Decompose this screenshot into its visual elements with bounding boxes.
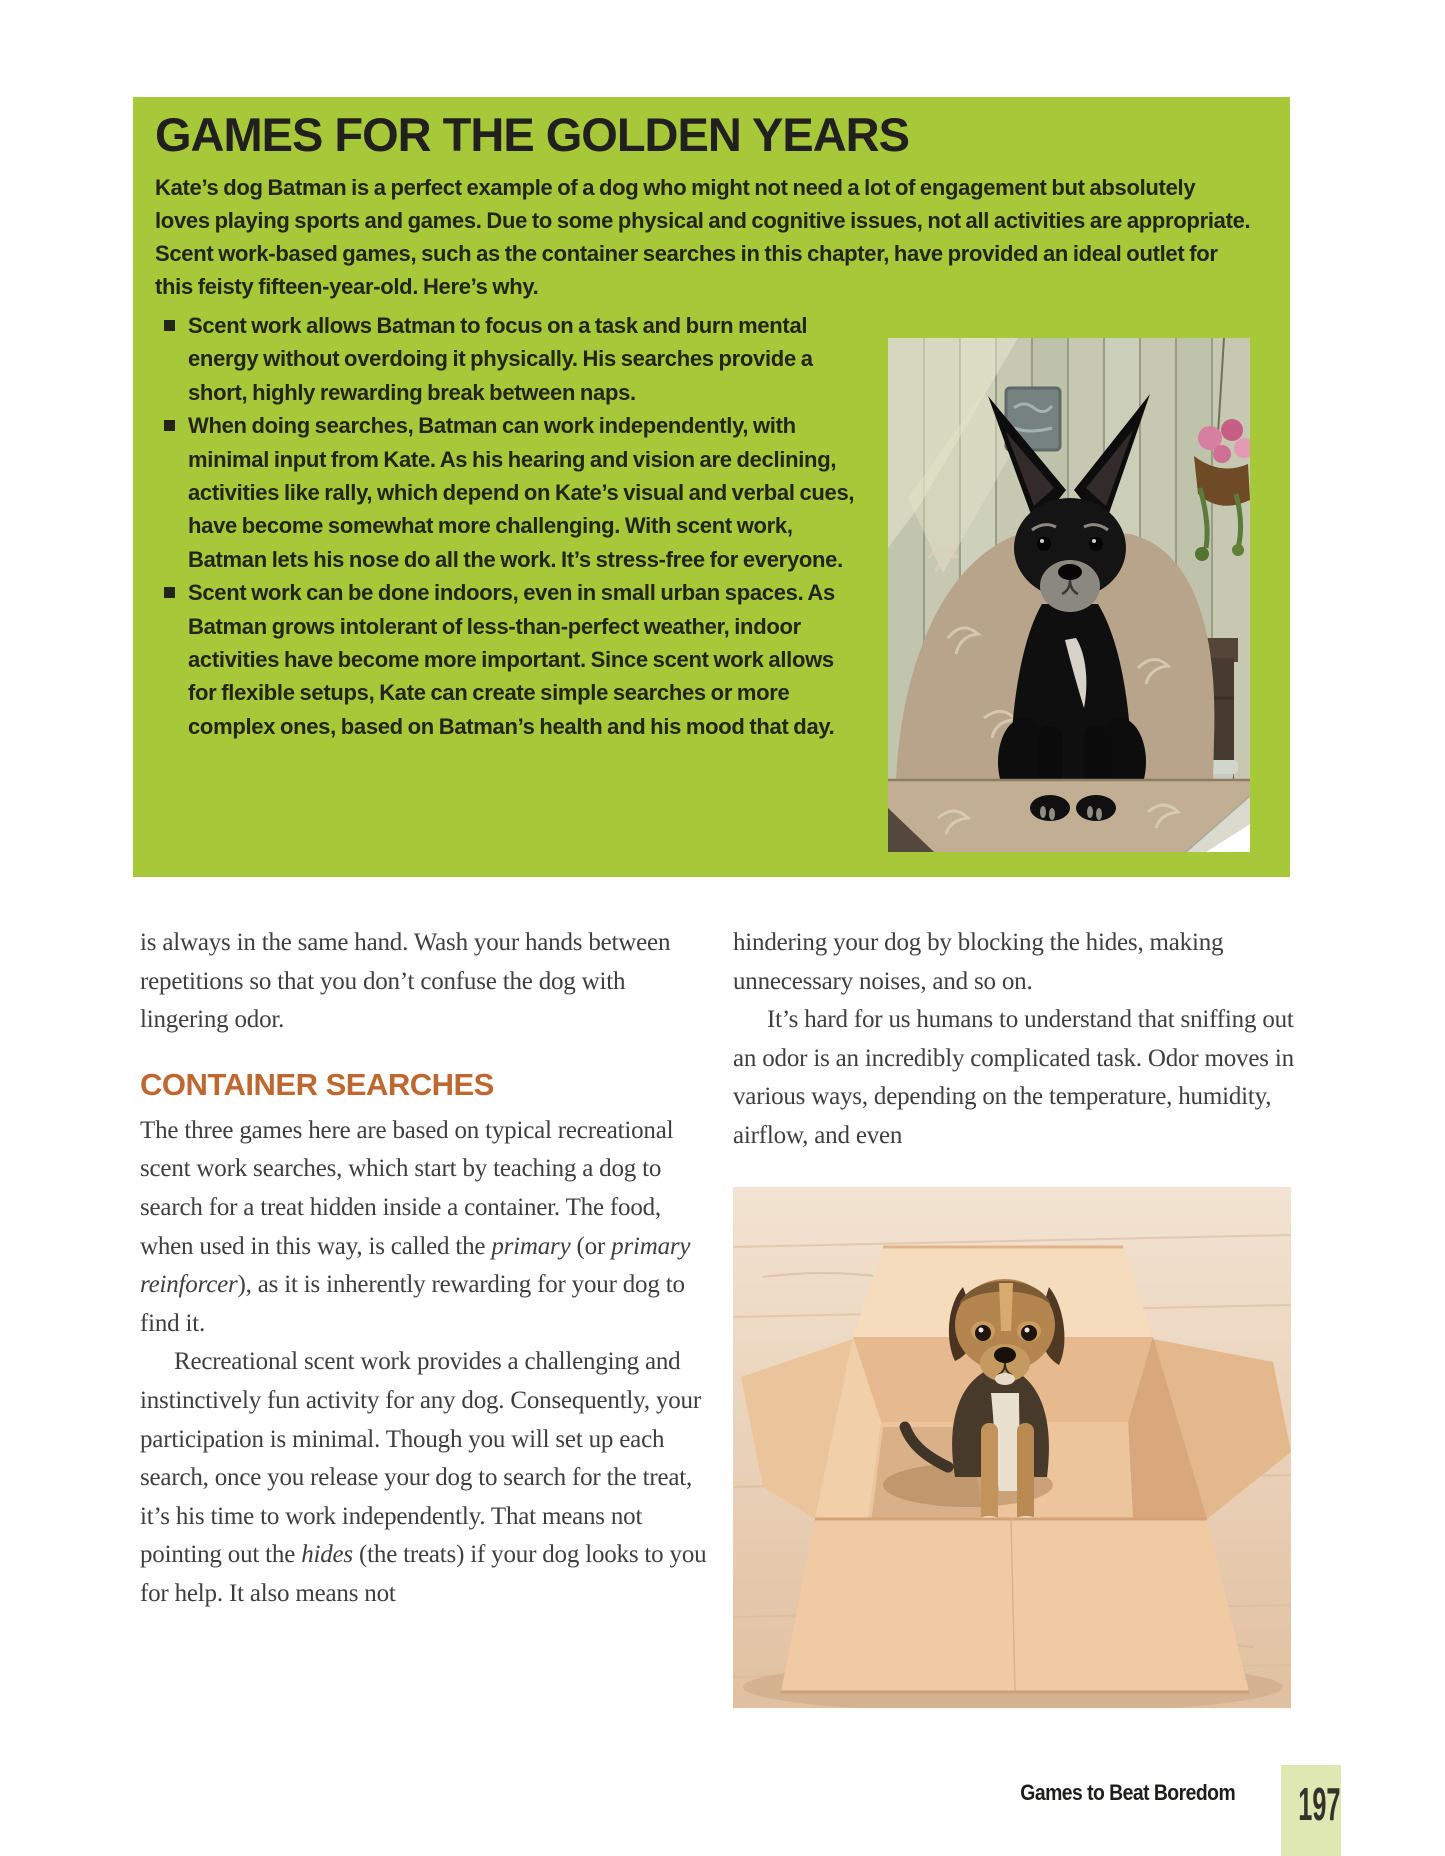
page-number-tab xyxy=(1281,1765,1341,1856)
senior-dog-photo xyxy=(888,338,1250,852)
body-paragraph: hindering your dog by blocking the hides, making unnecessary noises, and so on. xyxy=(733,929,1224,995)
bullet-item: When doing searches, Batman can work independently, with minimal input from Kate. As his hearing and vision are declining, activities like rally, which depend on Kate’s visual and verbal cues, have become somewhat more challenging. With scent work, Batman lets his nose do all the work. It’s stress-free for everyone. xyxy=(155,409,860,576)
left-column-intro xyxy=(140,924,718,1040)
page-number: 197 xyxy=(1298,1778,1341,1830)
bullet-item: Scent work allows Batman to focus on a task and burn mental energy without overdoing it physically. His searches provide a short, highly rewarding break between naps. xyxy=(155,309,860,409)
body-paragraph: Recreational scent work provides a challenging and instinctively fun activity for any dog. Consequently, your participation is minimal. Though you will set up each search, once you release your dog to search for the treat, it’s his time to work independently. That means not pointing out the hides (the treats) if your dog looks to you for help. It also means not xyxy=(140,1348,707,1607)
right-column xyxy=(733,924,1295,1156)
puppy-in-box-photo xyxy=(733,1187,1291,1708)
body-paragraph: The three games here are based on typical recreational scent work searches, which start by teaching a dog to search for a treat hidden inside a container. The food, when used in this way, is called the primary (or primary reinforcer), as it is inherently rewarding for your dog to find it. xyxy=(140,1116,691,1337)
feature-box xyxy=(133,97,1290,877)
feature-box-intro: Kate’s dog Batman is a perfect example of a dog who might not need a lot of engagement but absolutely loves playing sports and games. Due to some physical and cognitive issues, not all activities are appropriate. Scent work-based games, such as the container searches in this chapter, have provided an ideal outlet for this feisty fifteen-year-old. Here’s why. xyxy=(155,175,1251,299)
footer-section-title: Games to Beat Boredom xyxy=(1020,1780,1235,1805)
section-heading: CONTAINER SEARCHES xyxy=(140,1066,494,1102)
left-column-paragraphs xyxy=(140,1112,718,1614)
body-paragraph: is always in the same hand. Wash your hands between repetitions so that you don’t confuse the dog with lingering odor. xyxy=(140,929,671,1034)
feature-box-title: GAMES FOR THE GOLDEN YEARS xyxy=(155,108,909,161)
bullet-item: Scent work can be done indoors, even in small urban spaces. As Batman grows intolerant of less-than-perfect weather, indoor activities have become more important. Since scent work allows for flexible setups, Kate can create simple searches or more complex ones, based on Batman’s health and his mood that day. xyxy=(155,576,860,743)
running-footer xyxy=(0,1780,1235,1806)
right-column-paragraphs xyxy=(733,924,1295,1156)
cushion-seat xyxy=(888,780,1250,852)
body-paragraph: It’s hard for us humans to understand that sniffing out an odor is an incredibly complicated task. Odor moves in various ways, depending on the temperature, humidity, airflow, and even xyxy=(733,1006,1294,1149)
front-flap xyxy=(781,1519,1249,1692)
left-column xyxy=(140,924,718,1614)
